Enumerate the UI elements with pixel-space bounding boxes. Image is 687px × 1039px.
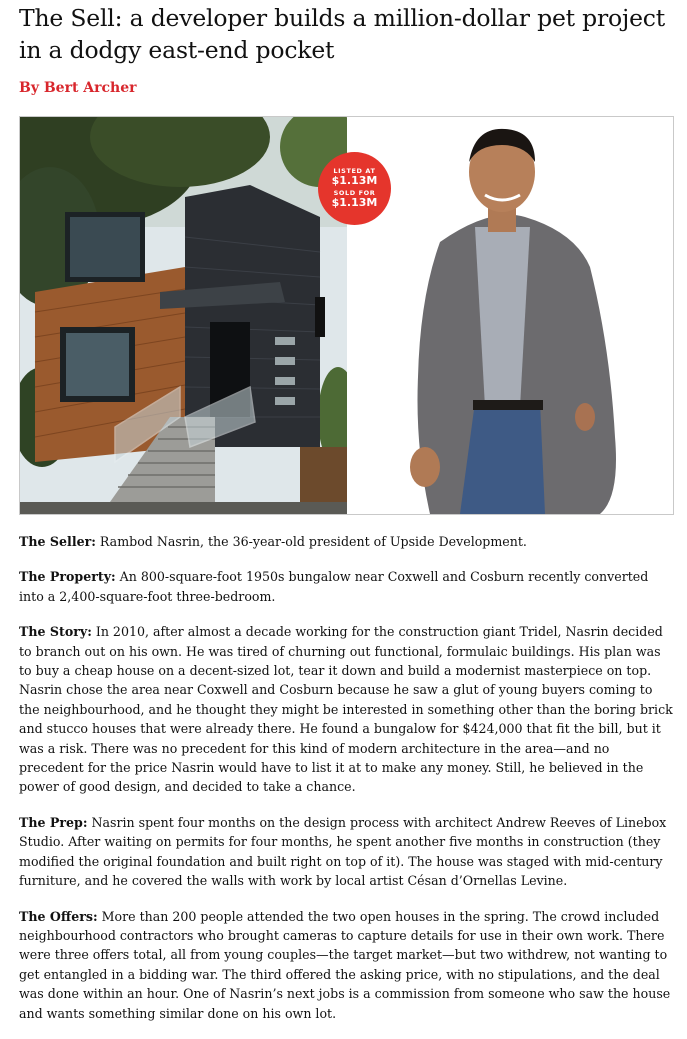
- section-text: In 2010, after almost a decade working for the construction giant Tridel, Nasrin decided to branch out on his own. He was tired of churning out functional, formulaic buildings. His plan was to buy a cheap house on a decent-sized lot, tear it down and build a modernist masterpiece on top. Nasrin chose the area near Coxwell and Cosburn because he saw a glut of young buyers coming to the neighbourhood, and he thought they might be interested in something other than the boring brick and stucco houses that were already there. He found a bungalow for $424,000 that fit the bill, but it was a risk. There was no precedent for this kind of modern architecture in the area—and no precedent for the price Nasrin would have to list it at to make any money. Still, he believed in the power of good design, and decided to take a chance.: [19, 624, 673, 795]
- sold-price: $1.13M: [331, 195, 378, 209]
- listed-price: $1.13M: [331, 173, 378, 187]
- section-text: An 800-square-foot 1950s bungalow near Coxwell and Cosburn recently converted into a 2,400-square-foot three-bedroom.: [19, 569, 649, 604]
- section-label: The Prep:: [19, 814, 88, 830]
- section-label: The Story:: [19, 624, 92, 640]
- article-photo: [19, 116, 674, 515]
- listed-label: LISTED AT: [333, 166, 376, 175]
- article-body: [19, 532, 674, 1039]
- article-byline: By Bert Archer: [19, 80, 137, 96]
- section-label: The Property:: [19, 569, 116, 585]
- section-label: The Offers:: [19, 908, 98, 924]
- section-text: Rambod Nasrin, the 36-year-old president of Upside Development.: [95, 534, 527, 549]
- section-text: Nasrin spent four months on the design process with architect Andrew Reeves of Linebox Studio. After waiting on permits for four months, he spent another five months in construction (they modified the original foundation and built right on top of it). The house was staged with mid-century furniture, and he covered the walls with work by local artist Césan d’Ornellas Levine.: [19, 814, 667, 889]
- section-seller: [19, 532, 674, 551]
- section-offers: [19, 907, 674, 1023]
- section-prep: [19, 813, 674, 891]
- section-property: [19, 567, 674, 606]
- section-text: More than 200 people attended the two open houses in the spring. The crowd included neighbourhood contractors who brought cameras to capture details for use in their own work. There were three offers total, all from young couples—the target market—but two withdrew, not wanting to get entangled in a bidding war. The third offered the asking price, with no stipulations, and the deal was done within an hour. One of Nasrin’s next jobs is a commission from someone who saw the house and wants something similar done on his own lot.: [19, 908, 671, 1021]
- section-label: The Seller:: [19, 534, 96, 549]
- section-story: [19, 622, 674, 797]
- sold-label: SOLD FOR: [333, 188, 376, 197]
- article-headline: The Sell: a developer builds a million-dollar pet project in a dodgy east-end pocket: [19, 4, 666, 64]
- price-badge: [318, 152, 391, 225]
